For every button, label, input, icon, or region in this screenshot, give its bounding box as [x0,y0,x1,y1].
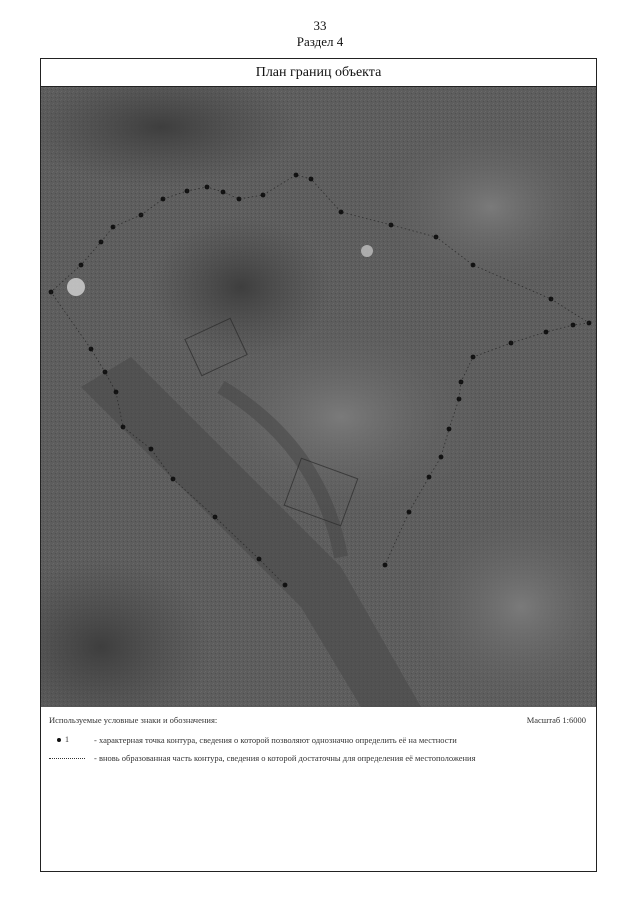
legend-text: - вновь образованная часть контура, сведения о которой достаточны для определения её местоположения [94,753,476,763]
page-number: 33 [313,18,327,33]
boundary-point-icon [57,738,61,742]
plan-title: План границ объекта [41,59,596,87]
point-number-label: 1 [65,735,69,744]
map-scale: Масштаб 1:6000 [526,715,586,725]
satellite-map [41,87,596,707]
legend-item-line [49,753,589,764]
legend-text: - характерная точка контура, сведения о которой позволяют однозначно определить её на местности [94,735,457,745]
legend [41,707,596,871]
plan-frame [40,58,597,872]
legend-title: Используемые условные знаки и обозначения: [49,715,218,725]
section-title: Раздел 4 [296,34,344,49]
map-image [41,87,596,707]
dotted-line-icon [49,758,85,759]
legend-item-point [49,735,589,746]
